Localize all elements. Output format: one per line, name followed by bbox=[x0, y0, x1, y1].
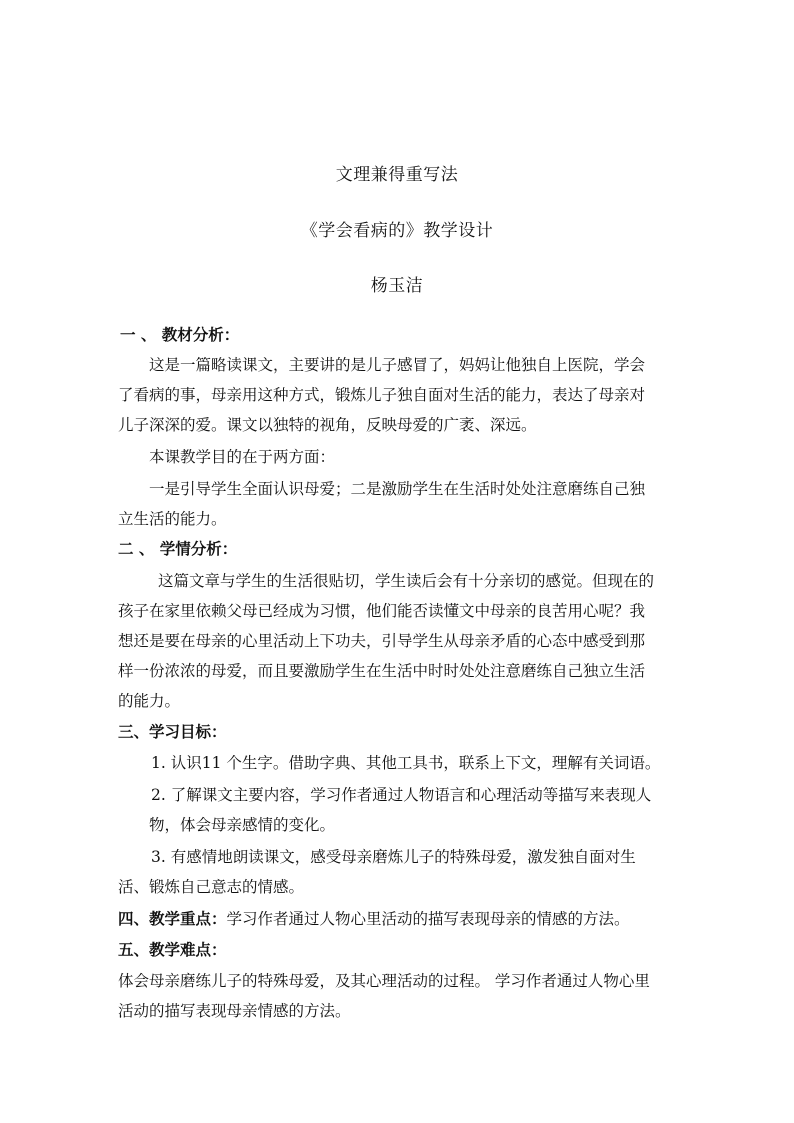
paragraph-line: 一是引导学生全面认识母爱；二是激励学生在生活时处处注意磨练自己独 bbox=[149, 480, 646, 498]
doc-author: 杨玉洁 bbox=[370, 276, 424, 296]
paragraph-line: 本课教学目的在于两方面： bbox=[149, 448, 336, 466]
list-item: 活、锻炼自己意志的情感。 bbox=[118, 878, 305, 896]
paragraph-line: 了看病的事，母亲用这种方式，锻炼儿子独自面对生活的能力，表达了母亲对 bbox=[118, 386, 646, 404]
section-5-heading: 五、教学难点： bbox=[118, 941, 227, 959]
paragraph-line: 体会母亲磨练儿子的特殊母爱，及其心理活动的过程。 学习作者通过人物心里 bbox=[118, 972, 650, 990]
doc-title-line2: 《学会看病的》教学设计 bbox=[300, 221, 494, 241]
paragraph-line: 的能力。 bbox=[118, 692, 181, 710]
paragraph-line: 这是一篇略读课文，主要讲的是儿子感冒了，妈妈让他独自上医院，学会 bbox=[149, 356, 646, 374]
section-4-text: 学习作者通过人物心里活动的描写表现母亲的情感的方法。 bbox=[226, 910, 630, 928]
paragraph-line: 样一份浓浓的母爱，而且要激励学生在生活中时时处处注意磨练自己独立生活 bbox=[118, 662, 646, 680]
list-item: 3. 有感情地朗读课文，感受母亲磨炼儿子的特殊母爱，激发独自面对生 bbox=[151, 848, 636, 866]
paragraph-line: 这篇文章与学生的生活很贴切，学生读后会有十分亲切的感觉。但现在的 bbox=[158, 572, 655, 590]
paragraph-line: 立生活的能力。 bbox=[118, 510, 227, 528]
section-1-heading: 一 、 教材分析： bbox=[120, 326, 240, 344]
list-item: 1. 认识11 个生字。借助字典、其他工具书，联系上下文，理解有关词语。 bbox=[151, 754, 661, 772]
paragraph-line: 活动的描写表现母亲情感的方法。 bbox=[118, 1002, 351, 1020]
paragraph-line: 孩子在家里依赖父母已经成为习惯，他们能否读懂文中母亲的良苦用心呢？我 bbox=[118, 602, 646, 620]
paragraph-line: 儿子深深的爱。课文以独特的视角，反映母爱的广袤、深远。 bbox=[118, 416, 537, 434]
paragraph-line: 想还是要在母亲的心里活动上下功夫，引导学生从母亲矛盾的心态中感受到那 bbox=[118, 632, 646, 650]
doc-title-line1: 文理兼得重写法 bbox=[335, 165, 459, 185]
list-item: 2. 了解课文主要内容，学习作者通过人物语言和心理活动等描写来表现人 bbox=[151, 786, 652, 804]
section-3-heading: 三、学习目标： bbox=[118, 723, 227, 741]
section-4-heading: 四、教学重点： bbox=[118, 910, 227, 928]
section-4-line bbox=[118, 904, 630, 935]
list-item: 物，体会母亲感情的变化。 bbox=[149, 816, 336, 834]
section-2-heading: 二 、 学情分析： bbox=[118, 540, 238, 558]
